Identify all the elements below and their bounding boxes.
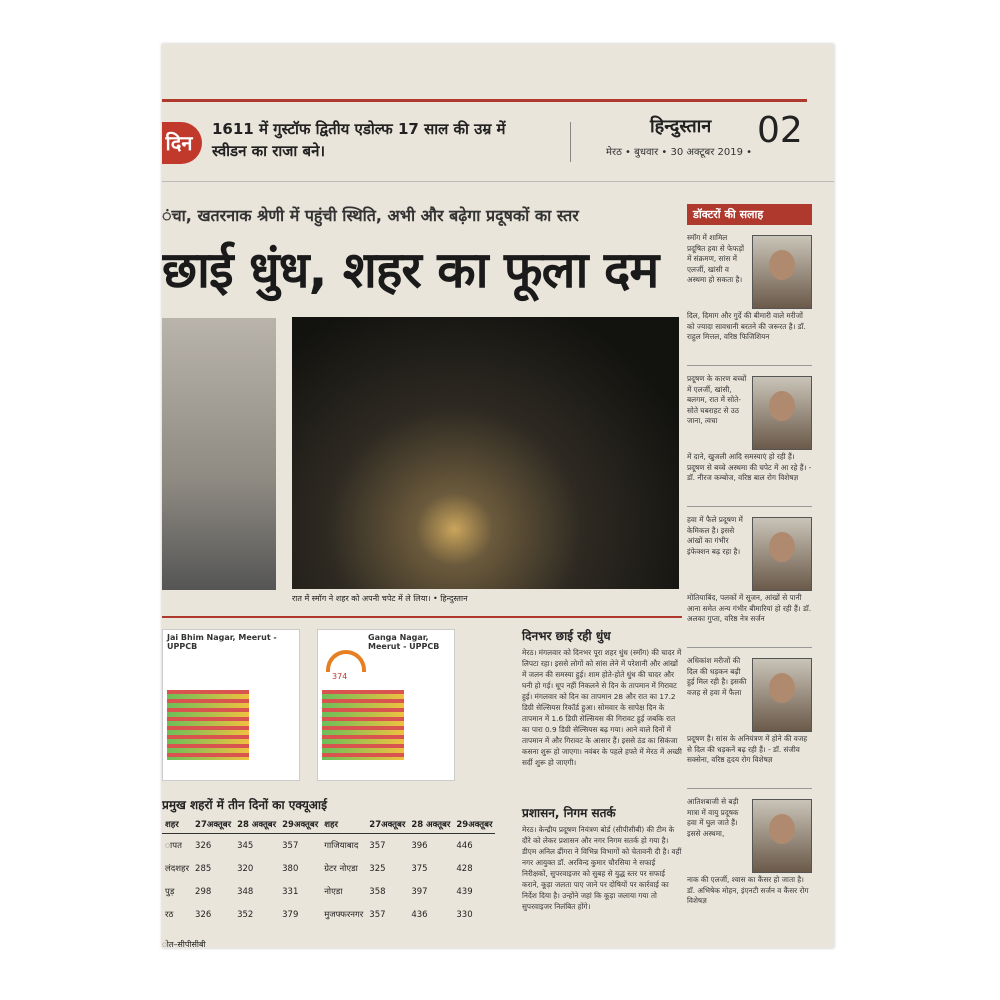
din-badge: दिन	[162, 122, 202, 164]
lead-subhead: ंचा, खतरनाक श्रेणी में पहुंची स्थिति, अभी और बढ़ेगा प्रदूषकों का स्तर	[162, 206, 579, 225]
table-cell: 320	[237, 863, 254, 874]
table-cell: 357	[369, 840, 386, 851]
column-header: 28 अक्तूबर	[237, 820, 277, 830]
aqi-table-title: प्रमुख शहरों में तीन दिनों का एक्यूआई	[162, 798, 327, 812]
table-cell: गाजियाबाद	[324, 841, 359, 851]
smog-night-photo	[292, 317, 679, 589]
doctor-portrait	[752, 376, 812, 450]
table-cell: 379	[282, 909, 299, 920]
table-cell: रठ	[165, 910, 174, 920]
column-header: 29अक्तूबर	[282, 820, 319, 830]
aqi-panel-title: Ganga Nagar, Meerut - UPPCB	[368, 633, 440, 651]
history-fact: 1611 में गुस्टॉफ द्वितीय एडोल्फ 17 साल की उम्र में स्वीडन का राजा बने।	[212, 120, 506, 160]
column-header: 27अक्तूबर	[369, 820, 406, 830]
column-header: शहर	[324, 820, 338, 830]
story-heading: दिनभर छाई रही धुंध	[522, 629, 611, 643]
advice-text: आतिशबाजी से बड़ी मात्रा में वायु प्रदूषक हवा में घुल जाते हैं। इससे अस्थमा,	[687, 797, 739, 838]
column-header: 27अक्तूबर	[195, 820, 232, 830]
doctor-portrait	[752, 799, 812, 873]
table-cell: 348	[237, 886, 254, 897]
table-cell: नोएडा	[324, 887, 343, 897]
table-cell: 298	[195, 886, 212, 897]
advice-text: प्रदूषण है। सांस के अनियंत्रण में होने की वजह से दिल की धड़कनें बढ़ रही हैं। - डॉ. संजीव सक्सेना, वरिष्ठ हृदय रोग विशेषज्ञ	[687, 734, 808, 764]
aqi-panel-title: Jai Bhim Nagar, Meerut - UPPCB	[167, 633, 277, 651]
doctor-advice-item	[687, 656, 812, 789]
photo-caption: रात में स्मॉग ने शहर को अपनी चपेट में ले लिया। • हिन्दुस्तान	[292, 594, 468, 603]
aqi-timeline-bars	[167, 690, 249, 760]
aqi-timeline-bars	[322, 690, 404, 760]
aqi-table-header-row	[162, 816, 495, 834]
table-row	[162, 880, 495, 903]
column-header: 28 अक्तूबर	[411, 820, 451, 830]
table-cell: ग्रेटर नोएडा	[324, 864, 358, 874]
doctor-advice-item	[687, 515, 812, 648]
column-header: शहर	[165, 820, 179, 830]
table-cell: 375	[411, 863, 428, 874]
table-cell: 345	[237, 840, 254, 851]
table-cell: मुजफ्फरनगर	[324, 910, 364, 920]
column-header: 29अक्तूबर	[456, 820, 493, 830]
header-divider	[570, 122, 571, 162]
table-cell: 380	[282, 863, 299, 874]
doctor-advice-item	[687, 797, 812, 929]
doctors-advice-sidebar	[687, 204, 812, 929]
advice-text: हवा में फैले प्रदूषण में केमिकल है। इससे आंखों का गंभीर इंफेक्शन बढ़ रहा है।	[687, 515, 743, 556]
story-admin	[522, 804, 682, 912]
advice-text: दिल, दिमाग और गुर्दे की बीमारी वाले मरीजों को ज्यादा सावधानी बरतने की जरूरत है। डॉ. राहुल मित्तल, वरिष्ठ फिजिशियन	[687, 311, 806, 341]
story-body: मेरठ। केन्द्रीय प्रदूषण नियंत्रण बोर्ड (सीपीसीबी) की टीम के दौरे को लेकर प्रशासन और नगर निगम सतर्क हो गया है। डीएम अनिल ढींगरा ने विभिन्न विभागों को चेतावनी दी है। वहीं नगर आयुक्त डॉ. अरविन्द कुमार चौरसिया ने सफाई निरीक्षकों, सुपरवाइजर को सुबह से युद्ध स्तर पर सफाई कराने, कूड़ा जलता पाए जाने पर दोषियों पर कार्रवाई का निर्देश दिया है। उन्होंने जहां कि कूड़ा जलाया गया तो सुपरवाइजर निलंबित होंगे।	[522, 825, 682, 911]
sidebar-heading: डॉक्टरों की सलाह	[687, 204, 812, 225]
story-smog	[522, 627, 682, 768]
doctor-advice-item	[687, 233, 812, 366]
advice-text: अधिकांश मरीजों की दिल की धड़कन बढ़ी हुई मिल रही है। इसकी वजह से हवा में फैला	[687, 656, 747, 697]
table-cell: 439	[456, 886, 473, 897]
doctor-portrait	[752, 658, 812, 732]
table-cell: 396	[411, 840, 428, 851]
advice-text: मोतियाबिंद, पलकों में सूजन, आंखों से पानी आना समेत अन्य गंभीर बीमारियां हो रही हैं। डॉ. अलका गुप्ता, वरिष्ठ नेत्र सर्जन	[687, 593, 812, 623]
top-rule	[162, 99, 807, 102]
header-separator	[162, 181, 834, 182]
table-row	[162, 903, 495, 926]
table-row	[162, 834, 495, 858]
aqi-table	[162, 816, 495, 926]
section-rule	[162, 616, 682, 618]
doctor-portrait	[752, 517, 812, 591]
table-cell: 326	[195, 909, 212, 920]
table-cell: लंदशहर	[165, 864, 190, 874]
table-cell: 357	[369, 909, 386, 920]
advice-text: में दाने, खुजली आदि समस्याएं हो रही हैं। प्रदूषण से बच्चे अस्थमा की चपेट में आ रहे हैं। - डॉ. नीरज कम्बोज, वरिष्ठ बाल रोग विशेषज्ञ	[687, 452, 812, 482]
table-cell: 446	[456, 840, 473, 851]
table-cell: ापत	[165, 841, 182, 851]
table-cell: 285	[195, 863, 212, 874]
doctor-portrait	[752, 235, 812, 309]
table-cell: 325	[369, 863, 386, 874]
aqi-panel-jai-bhim-nagar	[162, 629, 300, 781]
table-cell: 330	[456, 909, 473, 920]
page-number: 02	[757, 110, 803, 151]
advice-text: प्रदूषण के कारण बच्चों में एलर्जी, खांसी, बलगम, रात में सोते-सोते घबराहट से उठ जाना, त्वचा	[687, 374, 747, 425]
table-cell: 436	[411, 909, 428, 920]
table-source: ोत–सीपीसीबी	[162, 940, 206, 948]
table-cell: 357	[282, 840, 299, 851]
table-cell: पुड़	[165, 887, 175, 897]
masthead: हिन्दुस्तान	[650, 116, 712, 137]
traffic-photo	[162, 318, 276, 590]
table-row	[162, 857, 495, 880]
table-cell: 331	[282, 886, 299, 897]
table-cell: 397	[411, 886, 428, 897]
advice-text: नाक की एलर्जी, श्वास का कैंसर हो जाता है। डॉ. अभिषेक मोहन, इंएनटी सर्जन व कैंसर रोग विशेषज्ञ	[687, 875, 809, 905]
dateline: मेरठ • बुधवार • 30 अक्टूबर 2019 •	[606, 147, 753, 158]
lead-headline: छाई धुंध, शहर का फूला दम	[162, 241, 659, 299]
story-heading: प्रशासन, निगम सतर्क	[522, 806, 616, 820]
doctor-advice-item	[687, 374, 812, 507]
table-cell: 352	[237, 909, 254, 920]
advice-text: स्मॉग में शामिल प्रदूषित हवा से फेफड़ों में संक्रमण, सांस में एलर्जी, खांसी व अस्थमा हो सकता है।	[687, 233, 745, 284]
table-cell: 358	[369, 886, 386, 897]
aqi-panel-ganga-nagar	[317, 629, 455, 781]
table-cell: 428	[456, 863, 473, 874]
aqi-gauge-value: 374	[332, 672, 348, 681]
story-body: मेरठ। मंगलवार को दिनभर पूरा शहर धुंध (स्मॉग) की चादर में लिपटा रहा। इससे लोगों को सांस लेने में परेशानी और आंखों में जलन की समस्या हुई। शाम होते-होते धुंध की चादर और घनी हो गई। धूप नहीं निकलने से दिन के तापमान में गिरावट हुई। मंगलवार को दिन का तापमान 28 और रात का 17.2 डिग्री सेल्सियस रिकॉर्ड हुआ। सोमवार के सापेक्ष दिन के तापमान में 1.6 डिग्री सेल्सियस की गिरावट हुई जबकि रात का पारा 0.9 डिग्री सेल्सियस बढ़ गया। आने वाले दिनों में तापमान में और गिरावट के आसार हैं। इससे ठंड का सिकंजा कसना शुरू हो जाएगा। नवंबर के पहले हफ्ते में मेरठ में अच्छी सर्दी शुरू हो जाएगी।	[522, 648, 682, 767]
newspaper-page	[162, 44, 834, 948]
table-cell: 326	[195, 840, 212, 851]
